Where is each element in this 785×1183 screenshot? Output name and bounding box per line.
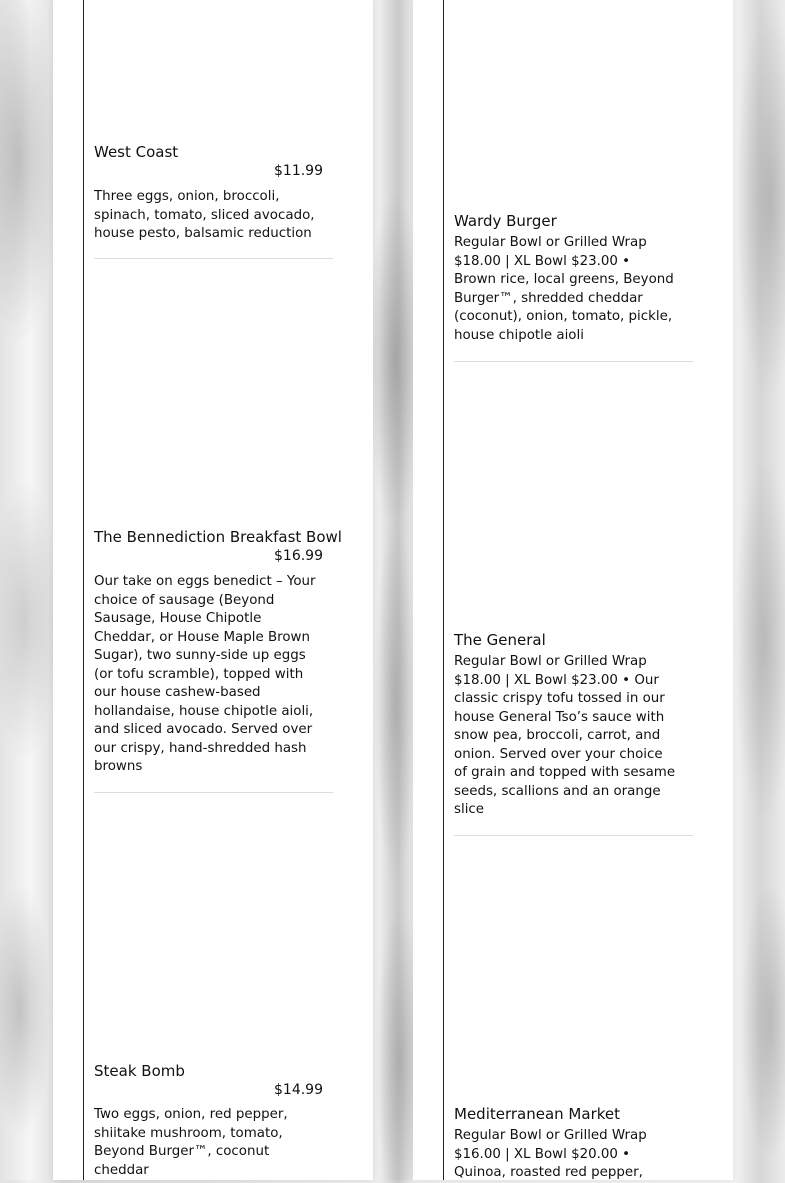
item-price: $16.99 <box>274 548 323 564</box>
item-description: Two eggs, onion, red pepper, shiitake mushroom, tomato, Beyond Burger™, coconut cheddar <box>94 1107 288 1178</box>
item-price: $14.99 <box>274 1082 323 1098</box>
item-divider <box>454 361 693 362</box>
item-name: West Coast <box>94 143 179 161</box>
item-divider <box>94 258 333 259</box>
item-price: $11.99 <box>274 163 323 179</box>
item-name: Mediterranean Market <box>454 1105 620 1123</box>
item-divider <box>454 835 693 836</box>
item-name: The General <box>454 631 546 649</box>
item-description: Regular Bowl or Grilled Wrap $16.00 | XL Bowl $20.00 • Quinoa, roasted red pepper, <box>454 1128 647 1180</box>
item-description: Our take on eggs benedict – Your choice of sausage (Beyond Sausage, House Chipotle Cheddar, or House Maple Brown Sugar), two sunny-side up eggs (or tofu scramble), topped with our house cashew-based hollandaise, house chipotle aioli, and sliced avocado. Served over our crispy, hand-shredded hash browns <box>94 574 316 774</box>
menu-column-left <box>53 0 373 1180</box>
menu-column-right <box>413 0 733 1180</box>
item-name: The Bennediction Breakfast Bowl <box>94 528 342 546</box>
column-rule <box>83 0 84 1180</box>
item-description: Three eggs, onion, broccoli, spinach, tomato, sliced avocado, house pesto, balsamic reduction <box>94 189 315 241</box>
item-name: Steak Bomb <box>94 1062 185 1080</box>
column-rule <box>443 0 444 1180</box>
item-description: Regular Bowl or Grilled Wrap $18.00 | XL Bowl $23.00 • Our classic crispy tofu tossed in our house General Tso’s sauce with snow pea, broccoli, carrot, and onion. Served over your choice of grain and topped with sesame seeds, scallions and an orange slice <box>454 654 676 817</box>
item-description: Regular Bowl or Grilled Wrap $18.00 | XL Bowl $23.00 • Brown rice, local greens, Beyond Burger™, shredded cheddar (coconut), onion, tomato, pickle, house chipotle aioli <box>454 235 674 343</box>
item-divider <box>94 792 333 793</box>
item-name: Wardy Burger <box>454 212 557 230</box>
